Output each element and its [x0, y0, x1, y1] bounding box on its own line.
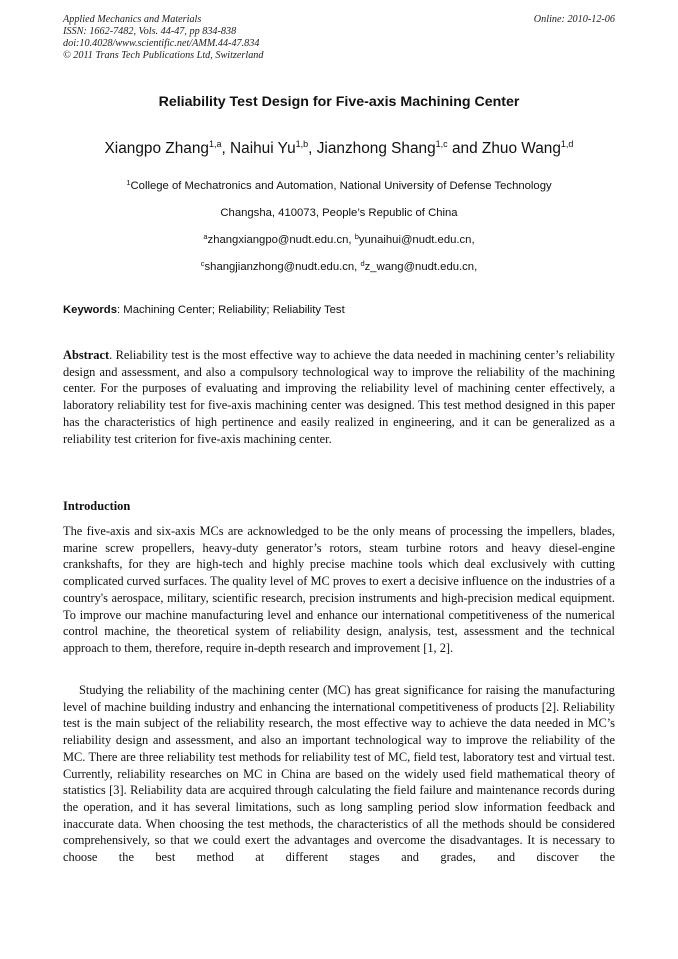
abstract-text: . Reliability test is the most effective way to achieve the data needed in machining center’s reliability design and assessment, and also a compulsory technological way to improve the reliability of the machining center. For the purposes of evaluating and improving the reliability level of machining center effectively, a laboratory reliability test for five-axis machining center was designed. This test method designed in this paper has the characteristics of high pertinence and easily realized in engineering, and it can be generalized as a reliability test criterion for five-axis machining center.	[63, 348, 615, 446]
email-mark: c	[200, 259, 205, 268]
journal-header	[63, 14, 615, 62]
online-date: Online: 2010-12-06	[533, 14, 615, 25]
introduction-paragraph-2: Studying the reliability of the machining center (MC) has great significance for raising the manufacturing level of machine building industry and enhancing the international competitiveness of products [2]. Reliability test is the main subject of the reliability research, the most effective way to achieve the data needed in MC’s reliability design and assessment, and also an important technological way to improve the reliability of the MC. There are three reliability test methods for reliability test of MC, field test, laboratory test and virtual test. Currently, reliability researches on MC in China are based on the widely used field mathematical theory of statistics [3]. Reliability data are acquired through calculating the field failure and maintenance records during the operation, and it has several limitations, such as long sampling period slow information feedback and inaccurate data. When choosing the test methods, the characteristics of all the methods should be considered comprehensively, so that we could exert the advantages and overcome the disadvantages. It is necessary to choose the best method at different stages and grades, and discover the	[63, 683, 615, 865]
author-affiliation-mark: 1,a	[208, 139, 222, 149]
abstract-paragraph	[63, 347, 615, 447]
author-name: Zhuo Wang	[481, 140, 561, 157]
author-affiliation-mark: 1,d	[560, 139, 574, 149]
institution-name: College of Mechatronics and Automation, National University of Defense Technology	[130, 180, 552, 192]
affiliation-institution	[0, 180, 678, 192]
doi-line: doi:10.4028/www.scientific.net/AMM.44-47.834	[63, 38, 260, 49]
author-name: Naihui Yu	[230, 140, 296, 157]
author-list	[0, 140, 678, 158]
email-mark: d	[360, 259, 365, 268]
keywords-line	[63, 304, 345, 316]
email-address: z_wang@nudt.edu.cn,	[364, 261, 478, 273]
email-address: shangjianzhong@nudt.edu.cn,	[204, 261, 358, 273]
author-affiliation-mark: 1,b	[295, 139, 309, 149]
issn-line: ISSN: 1662-7482, Vols. 44-47, pp 834-838	[63, 26, 237, 37]
author-name: Xiangpo Zhang	[104, 140, 209, 157]
author-separator: ,	[308, 140, 317, 157]
keywords-label: Keywords	[63, 304, 117, 316]
paper-title: Reliability Test Design for Five-axis Machining Center	[158, 94, 520, 110]
author-and: and	[447, 140, 482, 157]
email-address: zhangxiangpo@nudt.edu.cn,	[207, 234, 352, 246]
email-mark: a	[203, 232, 208, 241]
affiliation-mark: 1	[126, 178, 131, 187]
journal-name: Applied Mechanics and Materials	[63, 14, 202, 25]
copyright-line: © 2011 Trans Tech Publications Ltd, Switzerland	[63, 50, 264, 61]
introduction-heading: Introduction	[63, 499, 131, 513]
author-affiliation-mark: 1,c	[435, 139, 448, 149]
affiliation-city: Changsha, 410073, People’s Republic of China	[220, 207, 458, 219]
author-name: Jianzhong Shang	[316, 140, 436, 157]
keywords-text: : Machining Center; Reliability; Reliability Test	[117, 304, 345, 316]
email-mark: b	[354, 232, 359, 241]
email-line-1	[0, 234, 678, 246]
email-address: yunaihui@nudt.edu.cn,	[358, 234, 475, 246]
author-separator: ,	[221, 140, 231, 157]
abstract-label: Abstract	[63, 348, 110, 362]
introduction-paragraph-1: The five-axis and six-axis MCs are acknowledged to be the only means of processing the impellers, blades, marine screw propellers, heavy-duty generator’s rotors, steam turbine rotors and heavy diesel-engine crankshafts, for they are high-tech and highly precise machine tools which deal exclusively with cutting complicated curved surfaces. The quality level of MC proves to exert a decisive influence on the industries of a country's aerospace, military, scientific research, precision instruments and high-precision medical equipment. To improve our machine manufacturing level and enhance our international competitiveness of the numerical control machine, the theoretical system of reliability design, analysis, test, assessment and the technical approach to them, therefore, require in-depth research and improvement [1, 2].	[63, 524, 616, 655]
email-line-2	[0, 261, 678, 273]
